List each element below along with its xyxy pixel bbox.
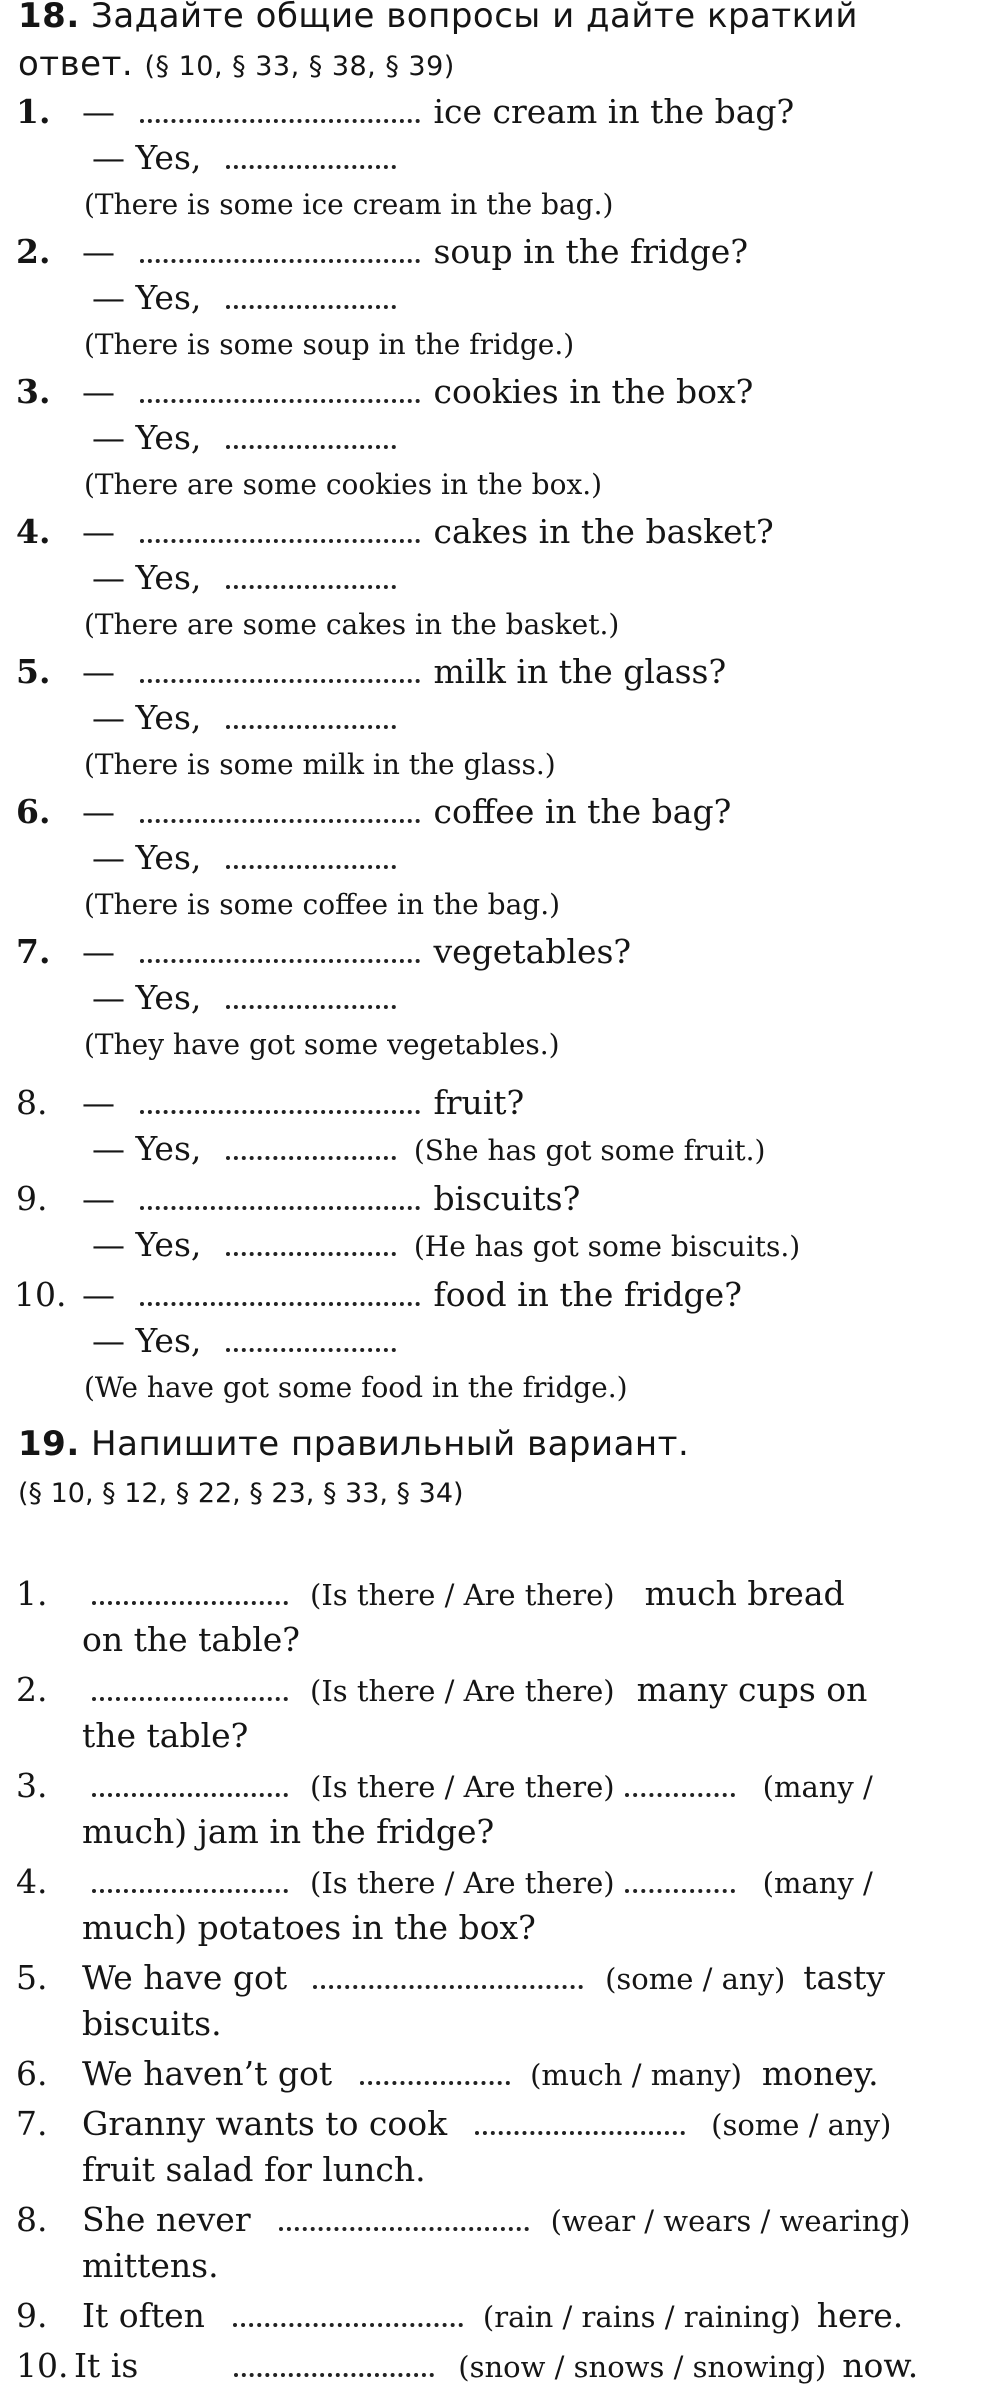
item-number: 3. bbox=[16, 372, 51, 411]
question-prompt: vegetables? bbox=[433, 932, 632, 971]
exercise-line-continued: on the table? bbox=[82, 1620, 300, 1659]
item-number: 1. bbox=[16, 92, 51, 131]
hint-line: (We have got some food in the fridge.) bbox=[84, 1371, 628, 1404]
answer-blank[interactable] bbox=[226, 1146, 396, 1160]
task-19-heading bbox=[18, 1420, 970, 1468]
answer-blank[interactable] bbox=[226, 1338, 396, 1352]
question-prompt: fruit? bbox=[433, 1083, 525, 1122]
answer-blank[interactable] bbox=[360, 2071, 510, 2085]
sentence-text: Granny wants to cook bbox=[82, 2104, 448, 2143]
answer-text: Yes, bbox=[135, 1225, 202, 1264]
item-number: 7. bbox=[16, 932, 51, 971]
item-number: 8. bbox=[16, 1083, 48, 1122]
hint-line: (There is some soup in the fridge.) bbox=[84, 328, 575, 361]
question-prompt: ice cream in the bag? bbox=[433, 92, 795, 131]
exercise-line bbox=[74, 2344, 918, 2388]
hint-text: (She has got some fruit.) bbox=[413, 1134, 766, 1167]
answer-line bbox=[92, 276, 396, 320]
answer-line bbox=[92, 136, 396, 180]
dash: — bbox=[82, 792, 115, 831]
answer-blank[interactable] bbox=[140, 1292, 420, 1306]
answer-text: Yes, bbox=[135, 278, 202, 317]
answer-line bbox=[92, 556, 396, 600]
answer-blank[interactable] bbox=[140, 109, 420, 123]
dash: — bbox=[82, 92, 115, 131]
choice-options: (many / bbox=[762, 1770, 873, 1804]
item-number: 5. bbox=[16, 1958, 48, 1997]
sentence-text: It is bbox=[74, 2346, 139, 2385]
answer-blank[interactable] bbox=[92, 1687, 288, 1701]
item-number: 9. bbox=[16, 2296, 48, 2335]
question-prompt: coffee in the bag? bbox=[433, 792, 732, 831]
answer-text: Yes, bbox=[135, 558, 202, 597]
answer-text: Yes, bbox=[135, 1129, 202, 1168]
item-number: 5. bbox=[16, 652, 51, 691]
exercise-line bbox=[82, 2294, 903, 2338]
choice-options: (wear / wears / wearing) bbox=[550, 2204, 911, 2238]
item-number: 6. bbox=[16, 792, 51, 831]
answer-text: Yes, bbox=[135, 698, 202, 737]
item-number: 4. bbox=[16, 1862, 48, 1901]
question-prompt: cakes in the basket? bbox=[433, 512, 774, 551]
answer-blank[interactable] bbox=[233, 2313, 463, 2327]
dash: — bbox=[92, 558, 125, 597]
hint-line: (There is some ice cream in the bag.) bbox=[84, 188, 614, 221]
exercise-line-continued: much) potatoes in the box? bbox=[82, 1908, 536, 1947]
answer-text: Yes, bbox=[135, 978, 202, 1017]
item-number: 8. bbox=[16, 2200, 48, 2239]
task-18-heading bbox=[18, 0, 970, 40]
item-number: 2. bbox=[16, 1670, 48, 1709]
dash: — bbox=[92, 978, 125, 1017]
answer-line bbox=[92, 836, 396, 880]
answer-blank[interactable] bbox=[475, 2121, 685, 2135]
task-instruction: Напишите правильный вариант. bbox=[91, 1424, 690, 1464]
hint-line: (There is some coffee in the bag.) bbox=[84, 888, 561, 921]
question-line bbox=[82, 1177, 580, 1221]
answer-blank[interactable] bbox=[92, 1879, 288, 1893]
question-line bbox=[82, 510, 774, 554]
answer-blank[interactable] bbox=[140, 249, 420, 263]
dash: — bbox=[82, 1275, 115, 1314]
answer-line bbox=[92, 1319, 396, 1363]
choice-options: (many / bbox=[762, 1866, 873, 1900]
question-line bbox=[82, 90, 794, 134]
answer-blank[interactable] bbox=[92, 1783, 288, 1797]
sentence-text: We haven’t got bbox=[82, 2054, 333, 2093]
answer-blank[interactable] bbox=[140, 1196, 420, 1210]
answer-blank[interactable] bbox=[226, 435, 396, 449]
answer-blank[interactable] bbox=[140, 389, 420, 403]
exercise-line bbox=[82, 2102, 891, 2146]
answer-blank[interactable] bbox=[226, 155, 396, 169]
question-line bbox=[82, 650, 726, 694]
answer-blank[interactable] bbox=[140, 669, 420, 683]
question-line bbox=[82, 370, 753, 414]
answer-line bbox=[92, 1223, 800, 1267]
sentence-text: now. bbox=[842, 2346, 919, 2385]
answer-text: Yes, bbox=[135, 418, 202, 457]
question-prompt: soup in the fridge? bbox=[433, 232, 749, 271]
dash: — bbox=[92, 838, 125, 877]
hint-line: (There is some milk in the glass.) bbox=[84, 748, 556, 781]
exercise-line-continued: biscuits. bbox=[82, 2004, 222, 2043]
hint-line: (There are some cookies in the box.) bbox=[84, 468, 603, 501]
choice-options: (some / any) bbox=[711, 2108, 892, 2142]
answer-text: Yes, bbox=[135, 138, 202, 177]
choice-options: (rain / rains / raining) bbox=[482, 2300, 801, 2334]
choice-options: (much / many) bbox=[530, 2058, 742, 2092]
task-number: 19. bbox=[18, 1424, 80, 1464]
answer-line bbox=[92, 1127, 765, 1171]
answer-blank[interactable] bbox=[226, 575, 396, 589]
dash: — bbox=[82, 372, 115, 411]
sentence-text: She never bbox=[82, 2200, 251, 2239]
answer-blank[interactable] bbox=[226, 995, 396, 1009]
answer-blank[interactable] bbox=[140, 809, 420, 823]
dash: — bbox=[92, 138, 125, 177]
answer-blank[interactable] bbox=[226, 855, 396, 869]
exercise-line bbox=[92, 1668, 867, 1712]
dash: — bbox=[82, 1179, 115, 1218]
answer-text: Yes, bbox=[135, 838, 202, 877]
answer-blank[interactable] bbox=[226, 715, 396, 729]
exercise-line bbox=[82, 2052, 879, 2096]
exercise-line bbox=[92, 1572, 845, 1616]
answer-blank[interactable] bbox=[140, 1100, 420, 1114]
dash: — bbox=[82, 232, 115, 271]
hint-line: (There are some cakes in the basket.) bbox=[84, 608, 620, 641]
dash: — bbox=[82, 512, 115, 551]
sentence-text: here. bbox=[816, 2296, 904, 2335]
choice-options: (Is there / Are there) bbox=[310, 1866, 615, 1900]
hint-text: (He has got some biscuits.) bbox=[413, 1230, 801, 1263]
question-line bbox=[82, 230, 748, 274]
dash: — bbox=[82, 652, 115, 691]
answer-blank[interactable] bbox=[140, 949, 420, 963]
dash: — bbox=[92, 1321, 125, 1360]
item-number: 10. bbox=[16, 2346, 69, 2385]
exercise-line bbox=[82, 2198, 910, 2242]
task-instruction: Задайте общие вопросы и дайте краткий bbox=[91, 0, 858, 36]
task-instruction: ответ. bbox=[18, 44, 134, 84]
choice-options: (Is there / Are there) bbox=[310, 1770, 615, 1804]
choice-options: (Is there / Are there) bbox=[310, 1674, 615, 1708]
answer-blank[interactable] bbox=[92, 1591, 288, 1605]
answer-blank[interactable] bbox=[226, 1242, 396, 1256]
dash: — bbox=[92, 1225, 125, 1264]
answer-text: Yes, bbox=[135, 1321, 202, 1360]
answer-blank[interactable] bbox=[234, 2363, 434, 2377]
question-line bbox=[82, 790, 731, 834]
question-prompt: food in the fridge? bbox=[433, 1275, 742, 1314]
item-number: 2. bbox=[16, 232, 51, 271]
answer-blank[interactable] bbox=[226, 295, 396, 309]
sentence-text: We have got bbox=[82, 1958, 288, 1997]
sentence-text: It often bbox=[82, 2296, 205, 2335]
item-number: 1. bbox=[16, 1574, 48, 1613]
exercise-line-continued: mittens. bbox=[82, 2246, 219, 2285]
question-line bbox=[82, 1081, 524, 1125]
answer-line bbox=[92, 416, 396, 460]
sentence-text: much bread bbox=[644, 1574, 845, 1613]
exercise-line bbox=[92, 1764, 873, 1808]
exercise-line bbox=[82, 1956, 885, 2000]
answer-line bbox=[92, 696, 396, 740]
exercise-line-continued: the table? bbox=[82, 1716, 249, 1755]
answer-line bbox=[92, 976, 396, 1020]
exercise-line-continued: much) jam in the fridge? bbox=[82, 1812, 495, 1851]
item-number: 7. bbox=[16, 2104, 48, 2143]
question-prompt: milk in the glass? bbox=[433, 652, 727, 691]
sentence-text: money. bbox=[761, 2054, 879, 2093]
question-prompt: cookies in the box? bbox=[433, 372, 754, 411]
answer-blank[interactable] bbox=[279, 2217, 529, 2231]
dash: — bbox=[92, 1129, 125, 1168]
sentence-text: tasty bbox=[803, 1958, 886, 1997]
question-line bbox=[82, 1273, 742, 1317]
paragraph-references: (§ 10, § 12, § 22, § 23, § 33, § 34) bbox=[18, 1478, 464, 1509]
exercise-line-continued: fruit salad for lunch. bbox=[82, 2150, 426, 2189]
dash: — bbox=[92, 278, 125, 317]
exercise-line bbox=[92, 1860, 873, 1904]
sentence-text: many cups on bbox=[636, 1670, 868, 1709]
choice-options: (Is there / Are there) bbox=[310, 1578, 615, 1612]
answer-blank[interactable] bbox=[140, 529, 420, 543]
item-number: 3. bbox=[16, 1766, 48, 1805]
item-number: 10. bbox=[14, 1275, 67, 1314]
item-number: 4. bbox=[16, 512, 51, 551]
question-line bbox=[82, 930, 631, 974]
task-number: 18. bbox=[18, 0, 80, 36]
dash: — bbox=[82, 1083, 115, 1122]
dash: — bbox=[82, 932, 115, 971]
choice-options: (snow / snows / snowing) bbox=[458, 2350, 827, 2384]
question-prompt: biscuits? bbox=[433, 1179, 581, 1218]
hint-line: (They have got some vegetables.) bbox=[84, 1028, 560, 1061]
answer-blank[interactable] bbox=[625, 1879, 735, 1893]
paragraph-references: (§ 10, § 33, § 38, § 39) bbox=[144, 51, 455, 82]
item-number: 9. bbox=[16, 1179, 48, 1218]
dash: — bbox=[92, 698, 125, 737]
choice-options: (some / any) bbox=[605, 1962, 786, 1996]
answer-blank[interactable] bbox=[313, 1975, 583, 1989]
answer-blank[interactable] bbox=[625, 1783, 735, 1797]
item-number: 6. bbox=[16, 2054, 48, 2093]
dash: — bbox=[92, 418, 125, 457]
task-18-heading-line2 bbox=[18, 40, 970, 91]
